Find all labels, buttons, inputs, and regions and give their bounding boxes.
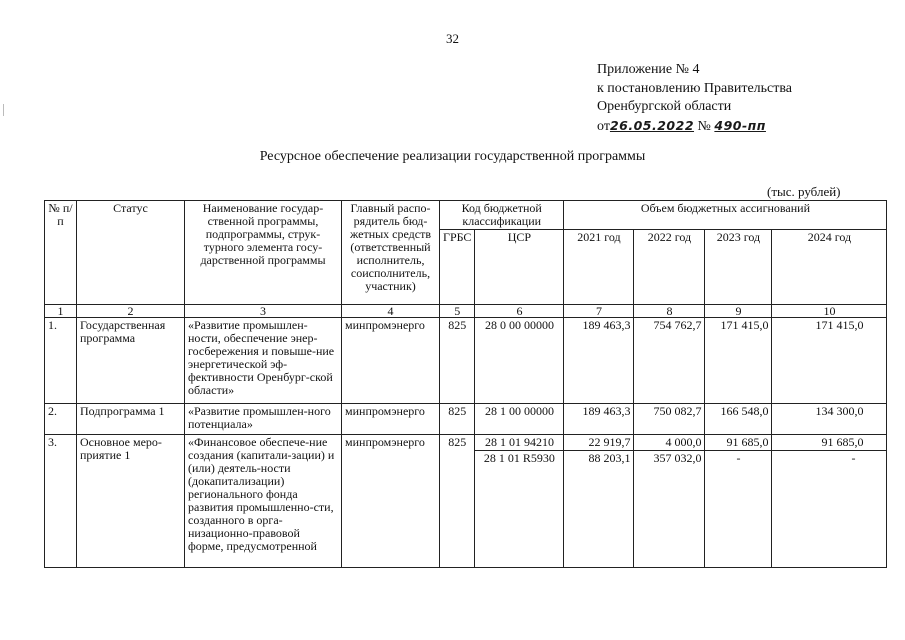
appendix-line-1: Приложение № 4	[597, 62, 700, 77]
row-2021: 22 919,7	[564, 435, 634, 451]
row-2022: 4 000,0	[634, 435, 705, 451]
row-manager: минпромэнерго	[342, 404, 440, 435]
column-number-row	[45, 305, 887, 318]
row-2021: 189 463,3	[564, 404, 634, 435]
row-2024-value: 171 415,0	[815, 318, 864, 332]
row-2022: 750 082,7	[634, 404, 705, 435]
header-2024: 2024 год	[772, 230, 887, 305]
row-status: Подпрограмма 1	[77, 404, 185, 435]
appendix-line-2: к постановлению Правительства	[597, 80, 793, 96]
number-prefix: №	[697, 118, 711, 134]
row-manager: минпромэнерго	[342, 318, 440, 404]
resource-table	[44, 200, 887, 568]
row-2022: 754 762,7	[634, 318, 705, 404]
header-manager: Главный распо-рядитель бюд-жетных средств (ответственный исполнитель, соисполнитель, участник)	[342, 201, 440, 305]
date-prefix: от	[597, 118, 610, 134]
row-2024-value: 91 685,0	[821, 435, 864, 449]
document-title: Ресурсное обеспечение реализации государственной программы	[259, 149, 646, 164]
row-name: «Развитие промышлен-ности, обеспечение энер-госбережения и повыше-ние энергетической эф-фективности Оренбург-ской области»	[185, 318, 342, 404]
row-2023: 91 685,0	[705, 435, 772, 451]
row-name: «Развитие промышлен-ного потенциала»	[185, 404, 342, 435]
header-row-1	[45, 201, 887, 230]
row-2024	[772, 451, 887, 568]
table-row	[45, 318, 887, 404]
row-grbs: 825	[440, 435, 475, 568]
units-label: (тыс. рублей)	[767, 184, 841, 199]
appendix-header	[597, 61, 792, 136]
row-grbs: 825	[440, 318, 475, 404]
row-2023: 166 548,0	[705, 404, 772, 435]
table-row	[45, 404, 887, 435]
header-csr: ЦСР	[475, 230, 564, 305]
header-name: Наименование государ-ственной программы, подпрограммы, струк-турного элемента госу-дарственной программы	[185, 201, 342, 305]
header-2022: 2022 год	[634, 230, 705, 305]
appendix-line-3: Оренбургской области	[597, 99, 732, 114]
col-number: 6	[475, 305, 564, 318]
row-2024-value: -	[851, 451, 856, 465]
header-status: Статус	[77, 201, 185, 305]
row-manager: минпромэнерго	[342, 435, 440, 568]
row-csr: 28 1 01 94210	[475, 435, 564, 451]
row-num: 2.	[45, 404, 77, 435]
row-csr: 28 1 01 R5930	[475, 451, 564, 568]
row-grbs: 825	[440, 404, 475, 435]
row-status: Государственная программа	[77, 318, 185, 404]
row-num: 3.	[45, 435, 77, 568]
header-2023: 2023 год	[705, 230, 772, 305]
col-number: 7	[564, 305, 634, 318]
page-number: 32	[446, 31, 459, 46]
row-2023: -	[705, 451, 772, 568]
row-2024-value: 134 300,0	[815, 404, 864, 418]
header-allocations: Объем бюджетных ассигнований	[564, 201, 887, 230]
handwritten-date: 26.05.2022	[609, 117, 695, 133]
header-2021: 2021 год	[564, 230, 634, 305]
col-number: 5	[440, 305, 475, 318]
col-number: 3	[185, 305, 342, 318]
row-2021: 88 203,1	[564, 451, 634, 568]
row-2021: 189 463,3	[564, 318, 634, 404]
row-csr: 28 0 00 00000	[475, 318, 564, 404]
header-budget-code: Код бюджетной классификации	[440, 201, 564, 230]
row-2024	[772, 435, 887, 451]
row-2023: 171 415,0	[705, 318, 772, 404]
row-num: 1.	[45, 318, 77, 404]
col-number: 4	[342, 305, 440, 318]
handwritten-number: 490-пп	[714, 117, 766, 133]
row-name: «Финансовое обеспече-ние создания (капитали-зации) и (или) деятель-ности (докапитализации) регионального фонда развития промышленно-сти, созданного в орга-низационно-правовой форме, предусмотренной	[185, 435, 342, 568]
header-grbs: ГРБС	[440, 230, 475, 305]
col-number: 2	[77, 305, 185, 318]
col-number: 10	[772, 305, 887, 318]
scan-mark	[3, 104, 4, 116]
col-number: 9	[705, 305, 772, 318]
row-status: Основное меро-приятие 1	[77, 435, 185, 568]
row-2022: 357 032,0	[634, 451, 705, 568]
header-num: № п/п	[45, 201, 77, 305]
col-number: 1	[45, 305, 77, 318]
table-row	[45, 435, 887, 451]
appendix-date-line	[597, 117, 792, 137]
row-2024	[772, 318, 887, 404]
row-2024	[772, 404, 887, 435]
row-csr: 28 1 00 00000	[475, 404, 564, 435]
col-number: 8	[634, 305, 705, 318]
